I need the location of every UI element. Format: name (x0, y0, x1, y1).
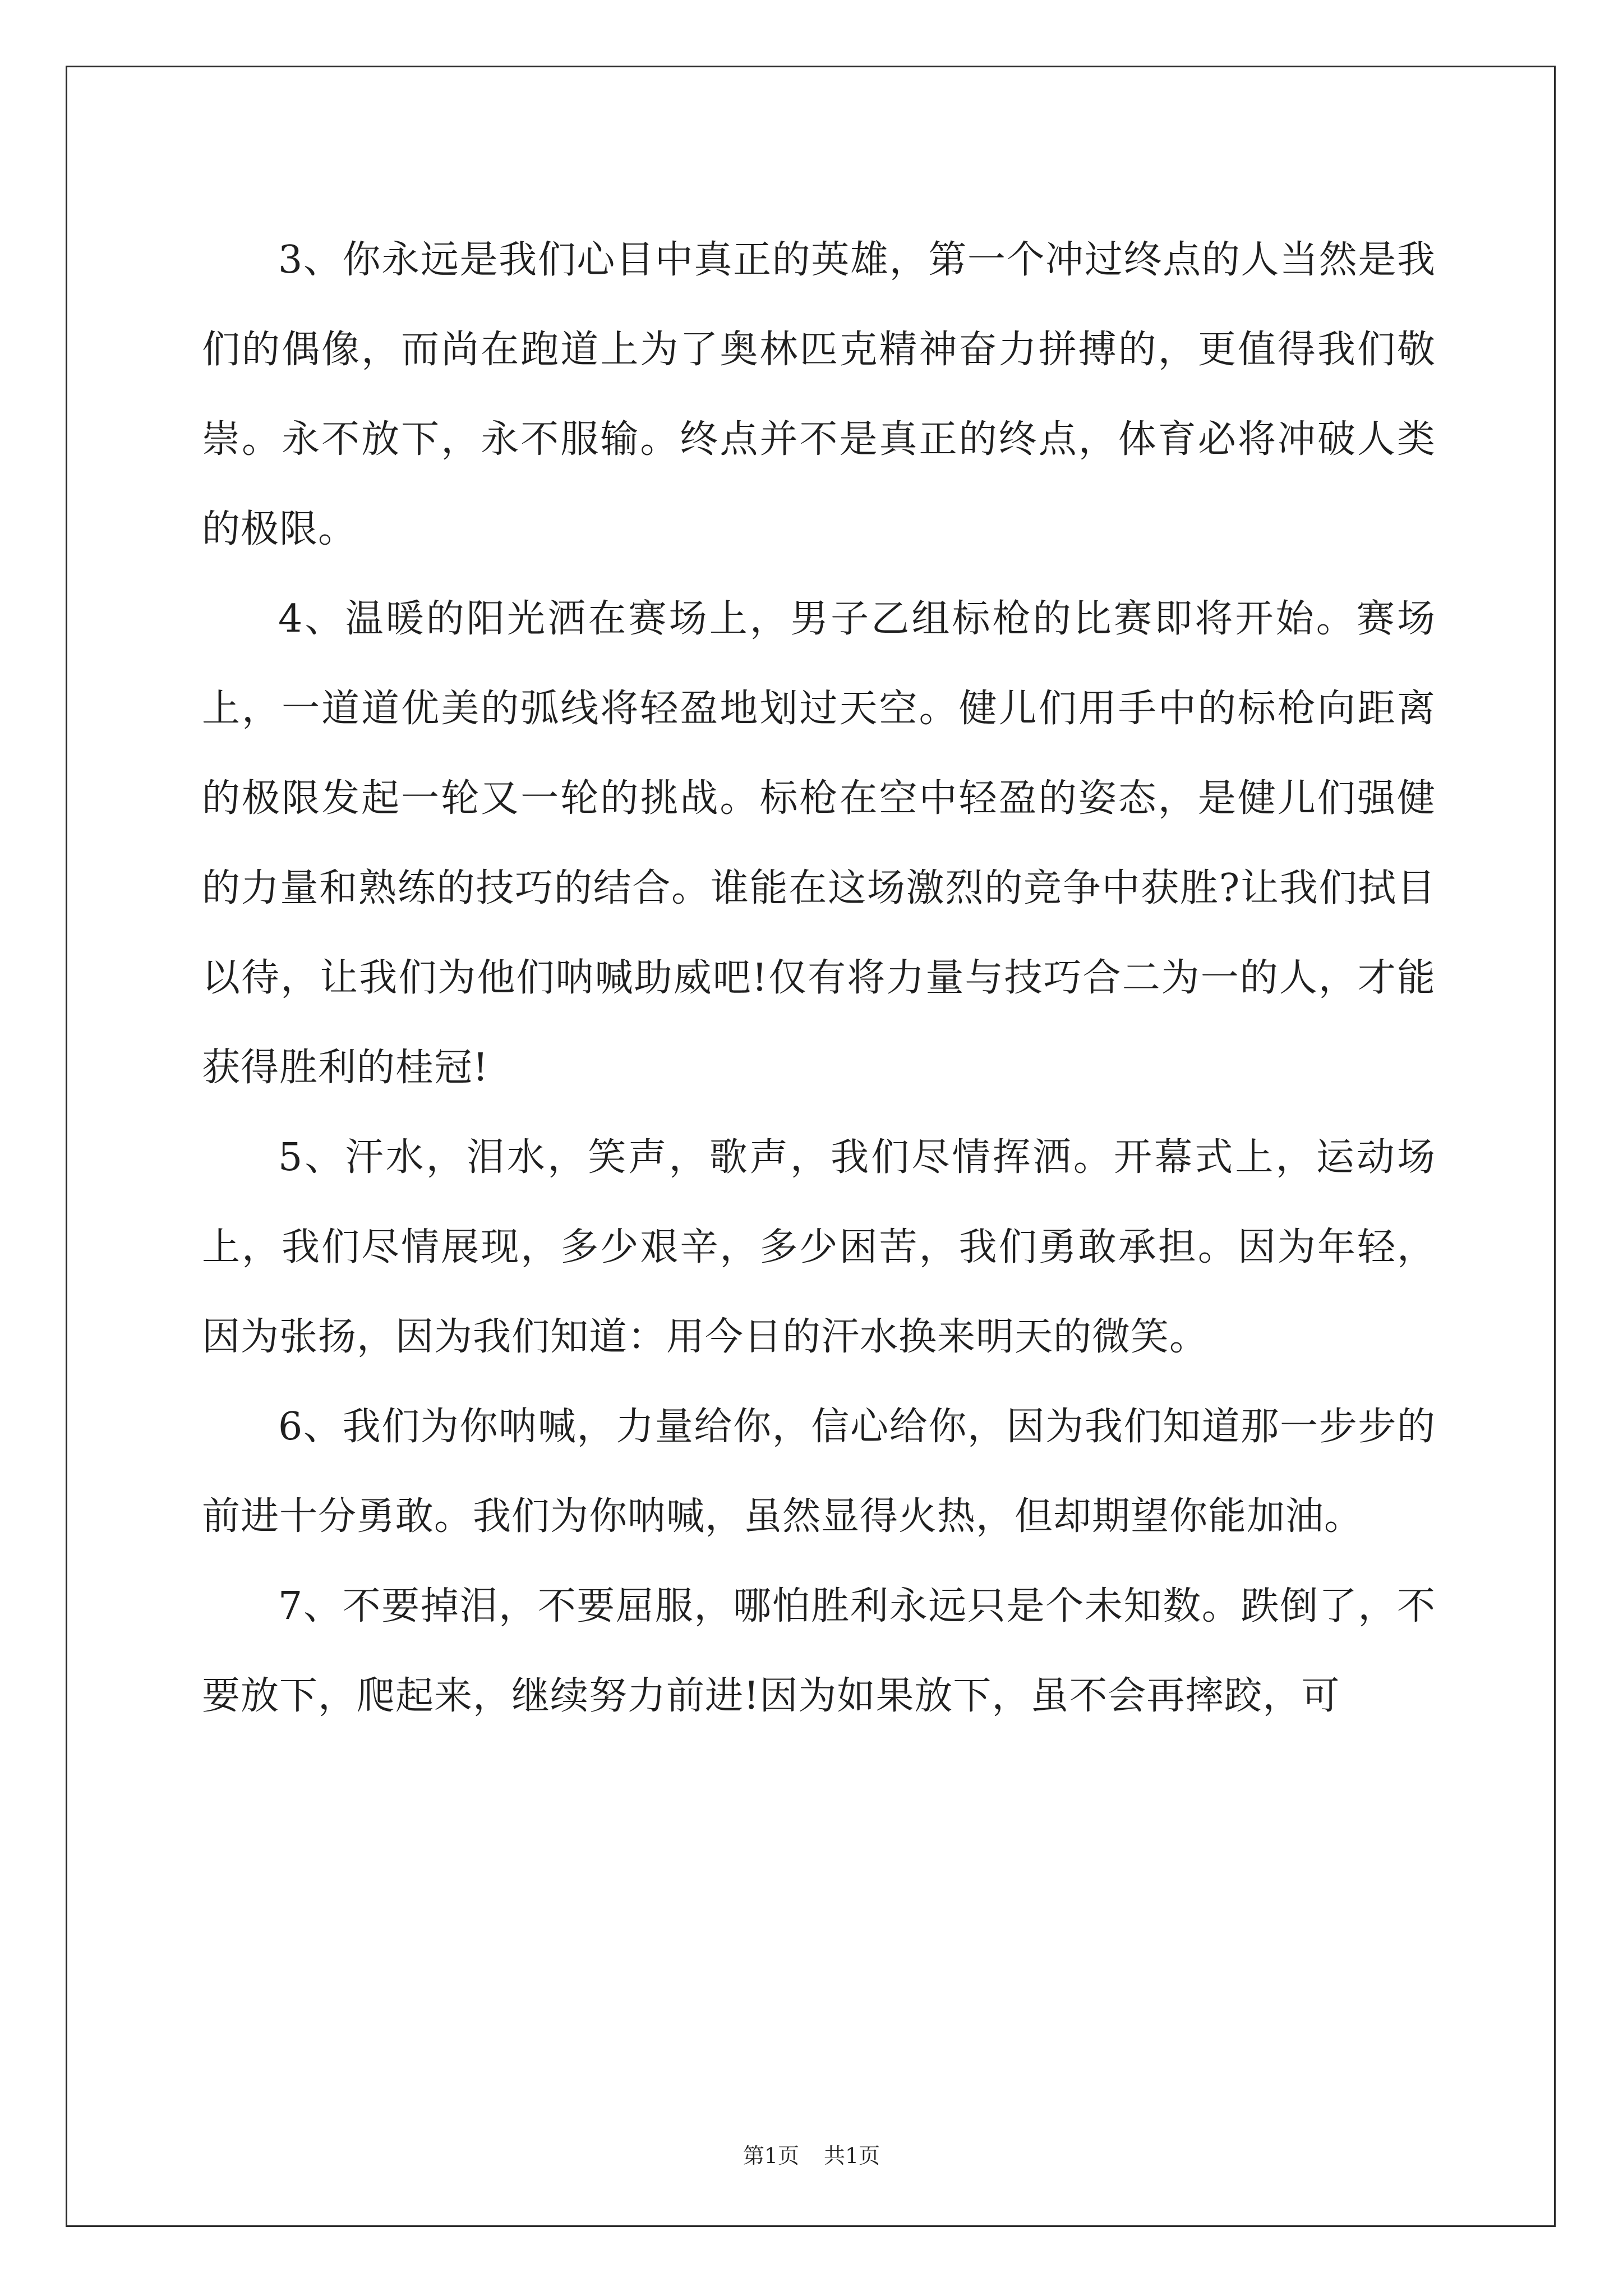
paragraph-7: 7、不要掉泪，不要屈服，哪怕胜利永远只是个未知数。跌倒了，不要放下，爬起来，继续努力前进!因为如果放下，虽不会再摔跤，可 (202, 1584, 1436, 1718)
paragraph-3: 3、你永远是我们心目中真正的英雄，第一个冲过终点的人当然是我们的偶像，而尚在跑道上为了奥林匹克精神奋力拼搏的，更值得我们敬崇。永不放下，永不服输。终点并不是真正的终点，体育必将冲破人类的极限。 (202, 238, 1436, 551)
document-body (202, 215, 1436, 1741)
page-number: 第1页 (743, 2143, 799, 2168)
paragraph-6: 6、我们为你呐喊，力量给你，信心给你，因为我们知道那一步步的前进十分勇敢。我们为你呐喊，虽然显得火热，但却期望你能加油。 (202, 1405, 1436, 1539)
paragraph-4: 4、温暖的阳光洒在赛场上，男子乙组标枪的比赛即将开始。赛场上，一道道优美的弧线将轻盈地划过天空。健儿们用手中的标枪向距离的极限发起一轮又一轮的挑战。标枪在空中轻盈的姿态，是健儿们强健的力量和熟练的技巧的结合。谁能在这场激烈的竞争中获胜?让我们拭目以待，让我们为他们呐喊助威吧!仅有将力量与技巧合二为一的人，才能获得胜利的桂冠! (202, 597, 1436, 1090)
page-total: 共1页 (824, 2143, 880, 2168)
paragraph-5: 5、汗水，泪水，笑声，歌声，我们尽情挥洒。开幕式上，运动场上，我们尽情展现，多少艰辛，多少困苦，我们勇敢承担。因为年轻，因为张扬，因为我们知道：用今日的汗水换来明天的微笑。 (202, 1135, 1436, 1359)
page-footer (0, 2138, 1623, 2169)
